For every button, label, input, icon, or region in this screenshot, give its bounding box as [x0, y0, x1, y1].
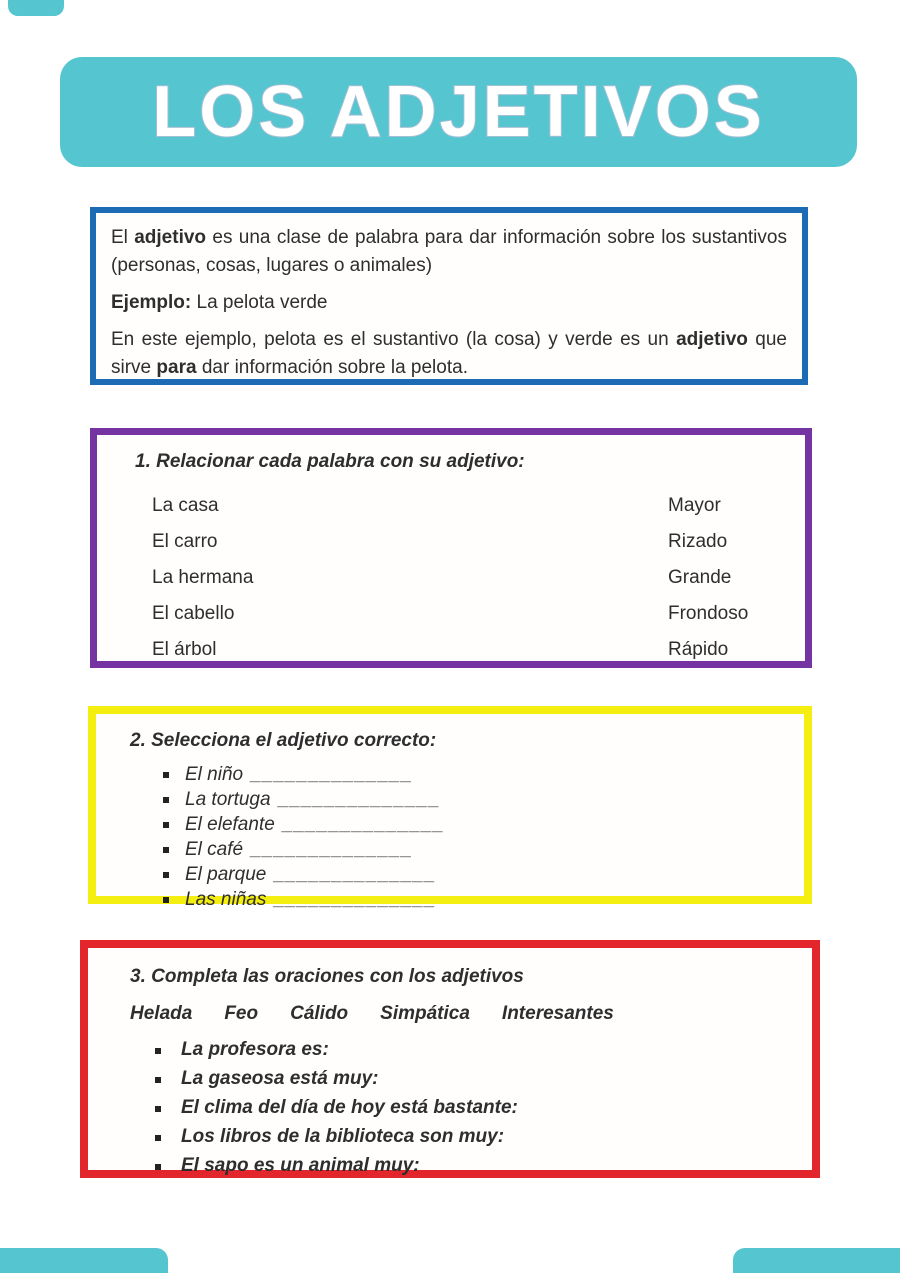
list-item	[130, 864, 804, 889]
intro-bold-adjetivo-2: adjetivo	[676, 329, 748, 350]
item-label: Las niñas	[185, 889, 267, 910]
list-item	[130, 839, 804, 864]
word-bank-word: Interesantes	[501, 1003, 614, 1024]
square-bullet-icon	[155, 1048, 161, 1054]
intro-paragraph-explanation	[111, 326, 787, 382]
corner-accent-top-left	[8, 0, 64, 16]
exercise2-item-list	[130, 764, 804, 914]
sentence-text: La profesora es:	[181, 1039, 329, 1060]
sentence-text: Los libros de la biblioteca son muy:	[181, 1126, 505, 1147]
match-adjective[interactable]: Rizado	[668, 531, 728, 552]
intro-text-segment: En este ejemplo, pelota es el sustantivo (la cosa) y verde es un	[111, 329, 677, 350]
answer-blank[interactable]: ______________	[274, 864, 437, 885]
intro-paragraph-definition	[111, 224, 787, 280]
list-item	[130, 1068, 812, 1097]
exercise2-box	[88, 706, 812, 910]
square-bullet-icon	[163, 872, 169, 878]
exercise2-title: 2. Selecciona el adjetivo correcto:	[130, 730, 437, 751]
list-item	[130, 1155, 812, 1184]
answer-blank[interactable]: ______________	[282, 814, 445, 835]
corner-accent-bottom-left	[0, 1248, 168, 1273]
intro-bold-para: para	[156, 357, 197, 378]
match-word[interactable]: El carro	[152, 531, 218, 552]
exercise3-box	[80, 940, 820, 1178]
square-bullet-icon	[163, 822, 169, 828]
list-item	[130, 889, 804, 914]
list-item	[130, 1039, 812, 1068]
item-label: La tortuga	[185, 789, 271, 810]
square-bullet-icon	[163, 797, 169, 803]
match-adjective[interactable]: Frondoso	[668, 603, 749, 624]
list-item	[130, 1097, 812, 1126]
match-adjective[interactable]: Mayor	[668, 495, 721, 516]
sentence-text: El sapo es un animal muy:	[181, 1155, 420, 1176]
list-item	[130, 789, 804, 814]
exercise3-title: 3. Completa las oraciones con los adjetivos	[130, 966, 524, 987]
match-word[interactable]: El cabello	[152, 603, 235, 624]
square-bullet-icon	[163, 897, 169, 903]
square-bullet-icon	[155, 1164, 161, 1170]
item-label: El elefante	[185, 814, 275, 835]
word-bank-word: Simpática	[380, 1003, 470, 1024]
word-bank	[130, 1003, 812, 1025]
match-word[interactable]: El árbol	[152, 639, 217, 660]
exercise1-match-list	[97, 489, 805, 669]
word-bank-word: Cálido	[290, 1003, 349, 1024]
answer-blank[interactable]: ______________	[278, 789, 441, 810]
match-adjective[interactable]: Rápido	[668, 639, 729, 660]
intro-box	[90, 207, 808, 385]
word-bank-word: Helada	[130, 1003, 193, 1024]
item-label: El parque	[185, 864, 267, 885]
intro-text-segment: que sirve	[111, 329, 787, 378]
intro-text-segment: es una clase de palabra para dar información sobre los sustantivos (personas, cosas, lugares o animales)	[111, 227, 787, 276]
intro-text-segment: El	[111, 227, 135, 248]
intro-paragraph-example	[111, 289, 787, 317]
page-title: LOS ADJETIVOS	[152, 72, 765, 152]
sentence-text: El clima del día de hoy está bastante:	[181, 1097, 518, 1118]
sentence-text: La gaseosa está muy:	[181, 1068, 379, 1089]
list-item	[130, 1126, 812, 1155]
intro-text-segment: La pelota verde	[191, 292, 328, 313]
square-bullet-icon	[163, 847, 169, 853]
item-label: El café	[185, 839, 244, 860]
list-item	[130, 764, 804, 789]
match-row	[97, 561, 805, 597]
match-word[interactable]: La casa	[152, 495, 219, 516]
intro-text-segment: dar información sobre la pelota.	[196, 357, 468, 378]
square-bullet-icon	[163, 772, 169, 778]
item-label: El niño	[185, 764, 244, 785]
match-row	[97, 525, 805, 561]
corner-accent-bottom-right	[733, 1248, 900, 1273]
square-bullet-icon	[155, 1135, 161, 1141]
exercise1-box	[90, 428, 812, 668]
square-bullet-icon	[155, 1106, 161, 1112]
intro-bold-ejemplo: Ejemplo:	[111, 292, 192, 313]
match-row	[97, 489, 805, 525]
match-row	[97, 633, 805, 669]
intro-bold-adjetivo: adjetivo	[134, 227, 207, 248]
match-adjective[interactable]: Grande	[668, 567, 732, 588]
exercise3-item-list	[130, 1039, 812, 1184]
answer-blank[interactable]: ______________	[251, 839, 414, 860]
answer-blank[interactable]: ______________	[251, 764, 414, 785]
title-banner	[60, 57, 857, 167]
answer-blank[interactable]: ______________	[274, 889, 437, 910]
square-bullet-icon	[155, 1077, 161, 1083]
list-item	[130, 814, 804, 839]
word-bank-word: Feo	[224, 1003, 259, 1024]
match-word[interactable]: La hermana	[152, 567, 254, 588]
match-row	[97, 597, 805, 633]
exercise1-title: 1. Relacionar cada palabra con su adjetivo:	[135, 451, 525, 472]
